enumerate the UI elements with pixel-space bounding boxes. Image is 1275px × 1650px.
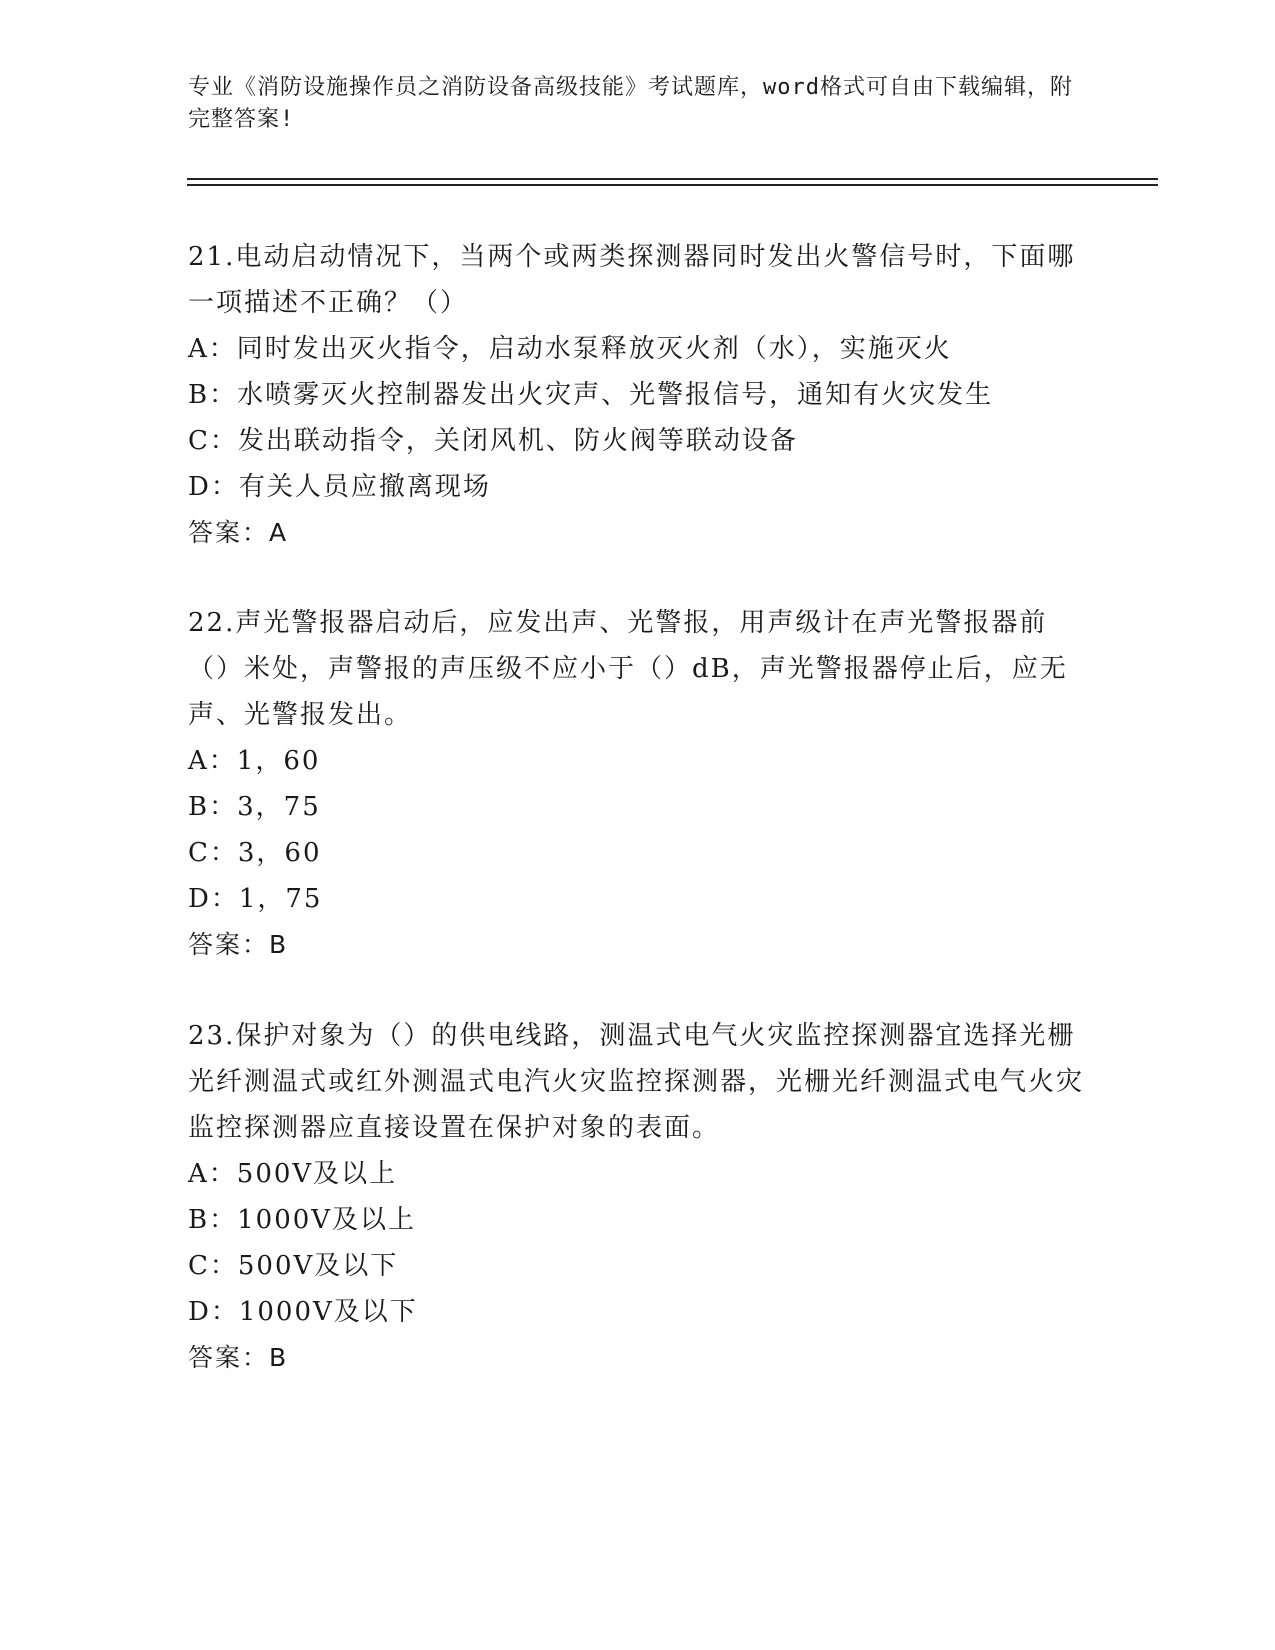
question-stem: 23.保护对象为（）的供电线路，测温式电气火灾监控探测器宜选择光栅光纤测温式或红外测温式电汽火灾监控探测器，光栅光纤测温式电气火灾监控探测器应直接设置在保护对象的表面。 (188, 1021, 1085, 1143)
option-a: A：1，60 (188, 746, 321, 776)
header-divider-top (187, 178, 1158, 180)
option-c: C：500V及以下 (188, 1251, 399, 1281)
question-22 (188, 600, 1088, 968)
option-b: B：1000V及以上 (188, 1205, 417, 1235)
option-b: B：3，75 (188, 792, 321, 822)
question-21 (188, 234, 1088, 556)
question-stem: 21.电动启动情况下，当两个或两类探测器同时发出火警信号时，下面哪一项描述不正确？（） (188, 242, 1076, 318)
question-23 (188, 1013, 1088, 1381)
option-b: B：水喷雾灭火控制器发出火灾声、光警报信号，通知有火灾发生 (188, 380, 994, 410)
answer-line: 答案：A (188, 518, 289, 547)
answer-line: 答案：B (188, 930, 289, 959)
option-a: A：500V及以上 (188, 1159, 398, 1189)
answer-line: 答案：B (188, 1343, 289, 1372)
option-a: A：同时发出灭火指令，启动水泵释放灭火剂（水），实施灭火 (188, 334, 952, 364)
option-c: C：发出联动指令，关闭风机、防火阀等联动设备 (188, 426, 798, 456)
option-c: C：3，60 (188, 838, 322, 868)
question-stem: 22.声光警报器启动后，应发出声、光警报，用声级计在声光警报器前（）米处，声警报的声压级不应小于（）dB，声光警报器停止后，应无声、光警报发出。 (188, 608, 1068, 730)
option-d: D：1000V及以下 (188, 1297, 418, 1327)
document-header: 专业《消防设施操作员之消防设备高级技能》考试题库，word格式可自由下载编辑，附完整答案! (188, 75, 1073, 132)
header-divider-bottom (187, 184, 1158, 186)
option-d: D：1，75 (188, 884, 323, 914)
option-d: D：有关人员应撤离现场 (188, 472, 491, 502)
